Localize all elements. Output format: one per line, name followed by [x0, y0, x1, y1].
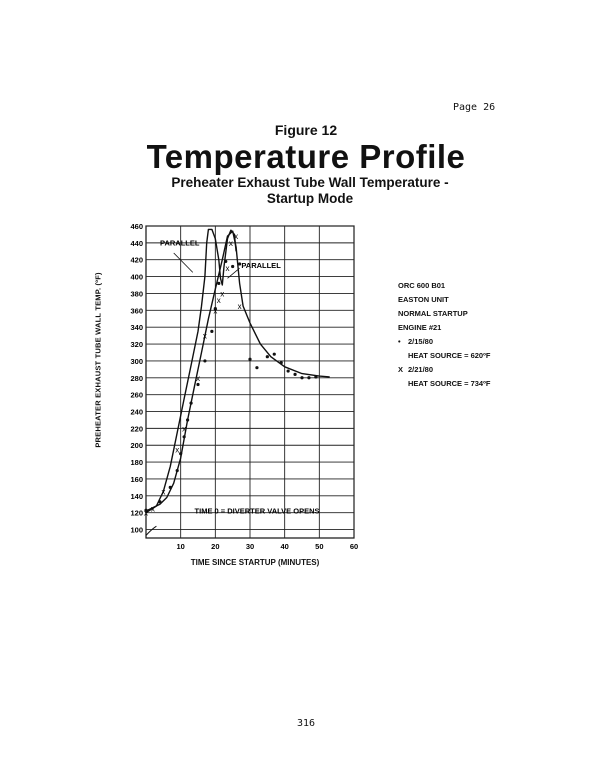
data-point-dot [231, 265, 234, 268]
y-tick-label: 380 [130, 289, 143, 299]
y-axis-label: PREHEATER EXHAUST TUBE WALL TEMP. (ºF) [93, 272, 103, 448]
annotation-parallel-1: PARALLEL [160, 238, 200, 248]
y-tick-label: 200 [130, 441, 143, 451]
data-point-dot [183, 435, 186, 438]
data-point-x: x [196, 373, 200, 383]
footer-page-number: 316 [296, 718, 316, 729]
data-point-x: x [237, 302, 242, 312]
data-point-dot [273, 353, 276, 356]
y-tick-label: 320 [130, 340, 143, 350]
y-tick-label: 280 [130, 373, 143, 383]
legend-series-2-date: 2/21/80 [408, 365, 434, 374]
series-curve-1 [146, 231, 330, 514]
page-number: Page 26 [453, 102, 496, 113]
data-point-x: x [161, 487, 166, 497]
legend-series-1 [398, 335, 490, 349]
annotation-parallel-2: PARALLEL [241, 261, 281, 271]
data-point-dot [287, 369, 290, 372]
data-point-dot [248, 358, 251, 361]
annotation-arrow-1 [174, 253, 193, 272]
legend [398, 279, 490, 391]
data-point-x: x [216, 296, 221, 306]
data-point-dot [210, 330, 213, 333]
y-tick-label: 180 [130, 458, 143, 468]
x-tick-label: 40 [280, 542, 289, 551]
x-tick-label: 60 [349, 542, 359, 551]
legend-engine: ENGINE #21 [398, 323, 442, 332]
page-title: Temperature Profile [146, 138, 466, 175]
data-point-dot [300, 376, 303, 379]
legend-series-2-heat: HEAT SOURCE = 734ºF [408, 379, 491, 388]
data-point-x: x [228, 238, 233, 248]
y-tick-label: 140 [130, 491, 143, 501]
data-point-dot [189, 401, 192, 404]
data-point-x: x [150, 504, 155, 514]
origin-mark [146, 526, 156, 535]
y-tick-label: 300 [130, 356, 143, 366]
data-point-dot [179, 452, 182, 455]
legend-dot-symbol: • [398, 337, 401, 346]
data-point-x: x [220, 289, 225, 299]
data-point-x: x [225, 264, 230, 274]
y-tick-label: 220 [130, 424, 143, 434]
data-point-x: x [202, 331, 207, 341]
y-tick-label: 340 [130, 323, 143, 333]
y-tick-label: 100 [130, 525, 143, 535]
y-tick-label: 160 [130, 474, 143, 484]
series-curve-2 [146, 229, 239, 512]
data-point-dot [280, 361, 283, 364]
y-tick-label: 460 [130, 222, 143, 231]
legend-series-2 [398, 363, 490, 377]
legend-mode: NORMAL STARTUP [398, 309, 468, 318]
x-tick-label: 10 [176, 542, 185, 551]
x-tick-label: 50 [315, 542, 324, 551]
y-tick-label: 240 [130, 407, 143, 417]
y-tick-label: 440 [130, 238, 143, 248]
data-point-dot [169, 486, 172, 489]
data-point-dot [314, 375, 317, 378]
y-tick-label: 420 [130, 255, 143, 265]
data-point-x: x [213, 306, 218, 316]
x-tick-label: 30 [245, 542, 255, 551]
data-point-dot [176, 469, 179, 472]
data-point-dot [196, 383, 199, 386]
data-point-dot [266, 355, 269, 358]
x-tick-label: 20 [211, 542, 220, 551]
y-tick-label: 120 [130, 508, 143, 518]
y-tick-label: 400 [130, 272, 143, 282]
legend-site: EASTON UNIT [398, 295, 449, 304]
data-point-x: x [144, 508, 148, 518]
data-point-dot [186, 418, 189, 421]
legend-series-1-date: 2/15/80 [408, 337, 434, 346]
subtitle-line-2: Startup Mode [266, 191, 354, 206]
data-point-dot [217, 282, 220, 285]
subtitle-line-1: Preheater Exhaust Tube Wall Temperature - [171, 175, 449, 190]
legend-series-1-heat: HEAT SOURCE = 620ºF [408, 351, 491, 360]
legend-unit: ORC 600 B01 [398, 281, 446, 290]
data-point-dot [293, 373, 296, 376]
data-point-dot [255, 366, 258, 369]
x-axis-label: TIME SINCE STARTUP (MINUTES) [190, 558, 320, 567]
data-point-dot [307, 376, 310, 379]
figure-label: Figure 12 [274, 122, 338, 138]
data-point-x: x [175, 445, 180, 455]
y-tick-label: 260 [130, 390, 143, 400]
data-point-dot [203, 359, 206, 362]
data-point-x: x [234, 232, 239, 242]
annotation-time-zero: TIME 0 = DIVERTER VALVE OPENS [194, 506, 320, 516]
legend-x-symbol: X [398, 365, 404, 374]
data-point-x: x [182, 424, 187, 434]
y-tick-label: 360 [130, 306, 143, 316]
